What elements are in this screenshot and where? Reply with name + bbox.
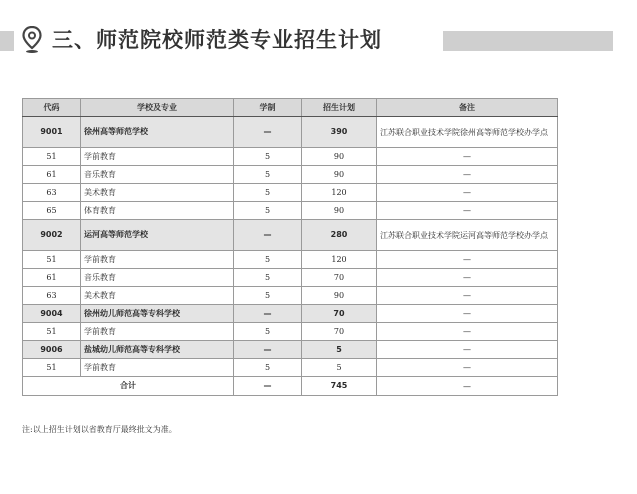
table-row-school	[23, 305, 558, 323]
table-row	[23, 148, 558, 166]
cell-code: 63	[23, 287, 81, 305]
footnote: 注:以上招生计划以省教育厅最终批文为准。	[22, 425, 177, 434]
cell-plan: 120	[302, 184, 377, 202]
table-row	[23, 287, 558, 305]
cell-years: 5	[234, 287, 302, 305]
cell-years: —	[234, 305, 302, 323]
cell-note: —	[377, 166, 558, 184]
cell-plan: 90	[302, 148, 377, 166]
cell-note: —	[377, 251, 558, 269]
cell-major-name: 音乐教育	[81, 269, 234, 287]
table-row	[23, 359, 558, 377]
cell-note: —	[377, 184, 558, 202]
column-header-note: 备注	[377, 99, 558, 117]
cell-years: 5	[234, 166, 302, 184]
cell-school-name: 盐城幼儿师范高等专科学校	[81, 341, 234, 359]
cell-plan: 120	[302, 251, 377, 269]
cell-plan: 70	[302, 305, 377, 323]
enrollment-plan-table	[22, 98, 558, 396]
cell-major-name: 体育教育	[81, 202, 234, 220]
cell-note: —	[377, 305, 558, 323]
cell-plan: 5	[302, 341, 377, 359]
table-row-school	[23, 220, 558, 251]
cell-note: —	[377, 341, 558, 359]
cell-note: —	[377, 287, 558, 305]
cell-total-label: 合计	[23, 377, 234, 396]
cell-plan: 5	[302, 359, 377, 377]
cell-code: 61	[23, 166, 81, 184]
cell-years: 5	[234, 269, 302, 287]
cell-code: 61	[23, 269, 81, 287]
cell-note: —	[377, 202, 558, 220]
cell-note: —	[377, 323, 558, 341]
cell-school-name: 徐州高等师范学校	[81, 117, 234, 148]
cell-major-name: 学前教育	[81, 251, 234, 269]
cell-years: —	[234, 117, 302, 148]
cell-code: 51	[23, 148, 81, 166]
cell-total-plan: 745	[302, 377, 377, 396]
cell-plan: 280	[302, 220, 377, 251]
cell-years: 5	[234, 184, 302, 202]
cell-years: —	[234, 377, 302, 396]
cell-code: 51	[23, 251, 81, 269]
cell-note: —	[377, 377, 558, 396]
cell-years: —	[234, 220, 302, 251]
table-row	[23, 184, 558, 202]
table-row	[23, 251, 558, 269]
cell-plan: 90	[302, 166, 377, 184]
cell-years: 5	[234, 323, 302, 341]
cell-major-name: 学前教育	[81, 148, 234, 166]
cell-code: 9002	[23, 220, 81, 251]
cell-years: —	[234, 341, 302, 359]
table-row-school	[23, 341, 558, 359]
table-header-row	[23, 99, 558, 117]
cell-years: 5	[234, 359, 302, 377]
cell-plan: 390	[302, 117, 377, 148]
cell-code: 63	[23, 184, 81, 202]
cell-major-name: 学前教育	[81, 359, 234, 377]
page-title: 三、师范院校师范类专业招生计划	[52, 28, 382, 52]
cell-school-name: 徐州幼儿师范高等专科学校	[81, 305, 234, 323]
cell-code: 9006	[23, 341, 81, 359]
cell-years: 5	[234, 148, 302, 166]
cell-plan: 70	[302, 269, 377, 287]
cell-code: 9001	[23, 117, 81, 148]
cell-note: —	[377, 359, 558, 377]
cell-plan: 90	[302, 202, 377, 220]
cell-note: 江苏联合职业技术学院运河高等师范学校办学点	[377, 220, 558, 251]
cell-major-name: 美术教育	[81, 184, 234, 202]
cell-note: 江苏联合职业技术学院徐州高等师范学校办学点	[377, 117, 558, 148]
cell-note: —	[377, 148, 558, 166]
cell-note: —	[377, 269, 558, 287]
cell-major-name: 美术教育	[81, 287, 234, 305]
cell-code: 65	[23, 202, 81, 220]
map-pin-icon	[22, 26, 42, 54]
cell-years: 5	[234, 202, 302, 220]
cell-code: 9004	[23, 305, 81, 323]
cell-plan: 90	[302, 287, 377, 305]
header-left-bar	[0, 31, 14, 51]
cell-years: 5	[234, 251, 302, 269]
table-row	[23, 166, 558, 184]
cell-plan: 70	[302, 323, 377, 341]
table-row	[23, 323, 558, 341]
cell-school-name: 运河高等师范学校	[81, 220, 234, 251]
column-header-plan: 招生计划	[302, 99, 377, 117]
table-row	[23, 202, 558, 220]
table-row-total	[23, 377, 558, 396]
cell-code: 51	[23, 323, 81, 341]
table-row	[23, 269, 558, 287]
column-header-years: 学制	[234, 99, 302, 117]
column-header-school-major: 学校及专业	[81, 99, 234, 117]
cell-code: 51	[23, 359, 81, 377]
cell-major-name: 音乐教育	[81, 166, 234, 184]
table-row-school	[23, 117, 558, 148]
column-header-code: 代码	[23, 99, 81, 117]
cell-major-name: 学前教育	[81, 323, 234, 341]
header-right-bar	[443, 31, 613, 51]
